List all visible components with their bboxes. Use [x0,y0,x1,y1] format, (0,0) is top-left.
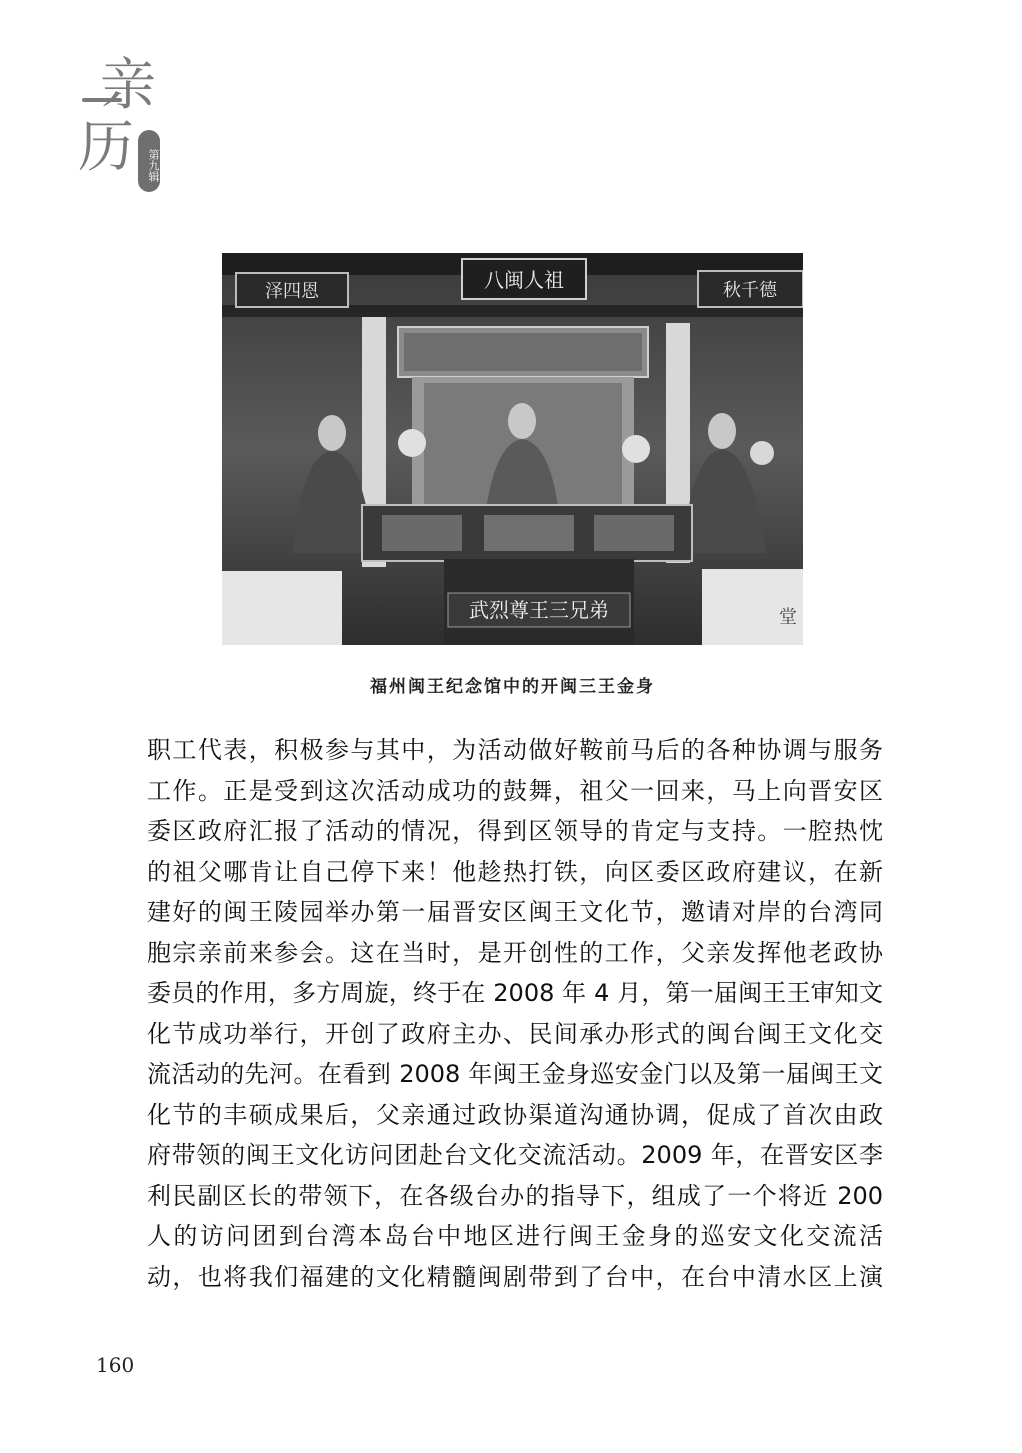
right-plaque-text: 秋千德 [723,280,777,301]
text-line: 的祖父哪肯让自己停下来！他趁热打铁，向区委区政府建议，在新 [147,857,883,886]
text-line: 职工代表，积极参与其中，为活动做好鞍前马后的各种协调与服务 [147,736,883,764]
body-paragraph [147,730,883,1297]
logo-volume-badge: 第九辑 [138,130,160,192]
series-logo [70,53,180,188]
logo-char-bottom: 历 [78,115,134,180]
side-plaque-text: 堂 [779,607,797,628]
center-plaque-text: 八闽人祖 [484,268,564,292]
text-line: 工作。正是受到这次活动成功的鼓舞，祖父一回来，马上向晋安区 [147,776,883,805]
text-line: 动，也将我们福建的文化精髓闽剧带到了台中，在台中清水区上演 [147,1262,883,1291]
logo-char-top: 亲 [100,53,156,118]
page-number: 160 [96,1353,135,1377]
text-line: 委员的作用，多方周旋，终于在 2008 年 4 月，第一届闽王王审知文 [147,979,883,1007]
text-line: 人的访问团到台湾本岛台中地区进行闽王金身的巡安文化交流活 [147,1222,883,1250]
text-line: 委区政府汇报了活动的情况，得到区领导的肯定与支持。一腔热忱 [147,817,883,845]
text-line: 胞宗亲前来参会。这在当时，是开创性的工作，父亲发挥他老政协 [147,938,883,967]
temple-photo-illustration [222,253,803,645]
text-line: 流活动的先河。在看到 2008 年闽王金身巡安金门以及第一届闽王文 [147,1060,883,1088]
text-line: 化节的丰硕成果后，父亲通过政协渠道沟通协调，促成了首次由政 [147,1100,883,1129]
figure-caption: 福州闽王纪念馆中的开闽三王金身 [370,677,655,697]
altar-cloth-text: 武烈尊王三兄弟 [469,598,609,622]
temple-photo [222,253,803,645]
left-plaque-text: 泽四恩 [265,281,319,302]
text-line: 府带领的闽王文化访问团赴台文化交流活动。2009 年，在晋安区李 [147,1141,883,1169]
text-line: 建好的闽王陵园举办第一届晋安区闽王文化节，邀请对岸的台湾同 [147,898,883,926]
text-line: 利民副区长的带领下，在各级台办的指导下，组成了一个将近 200 [147,1181,883,1210]
text-line: 化节成功举行，开创了政府主办、民间承办形式的闽台闽王文化交 [147,1019,883,1048]
